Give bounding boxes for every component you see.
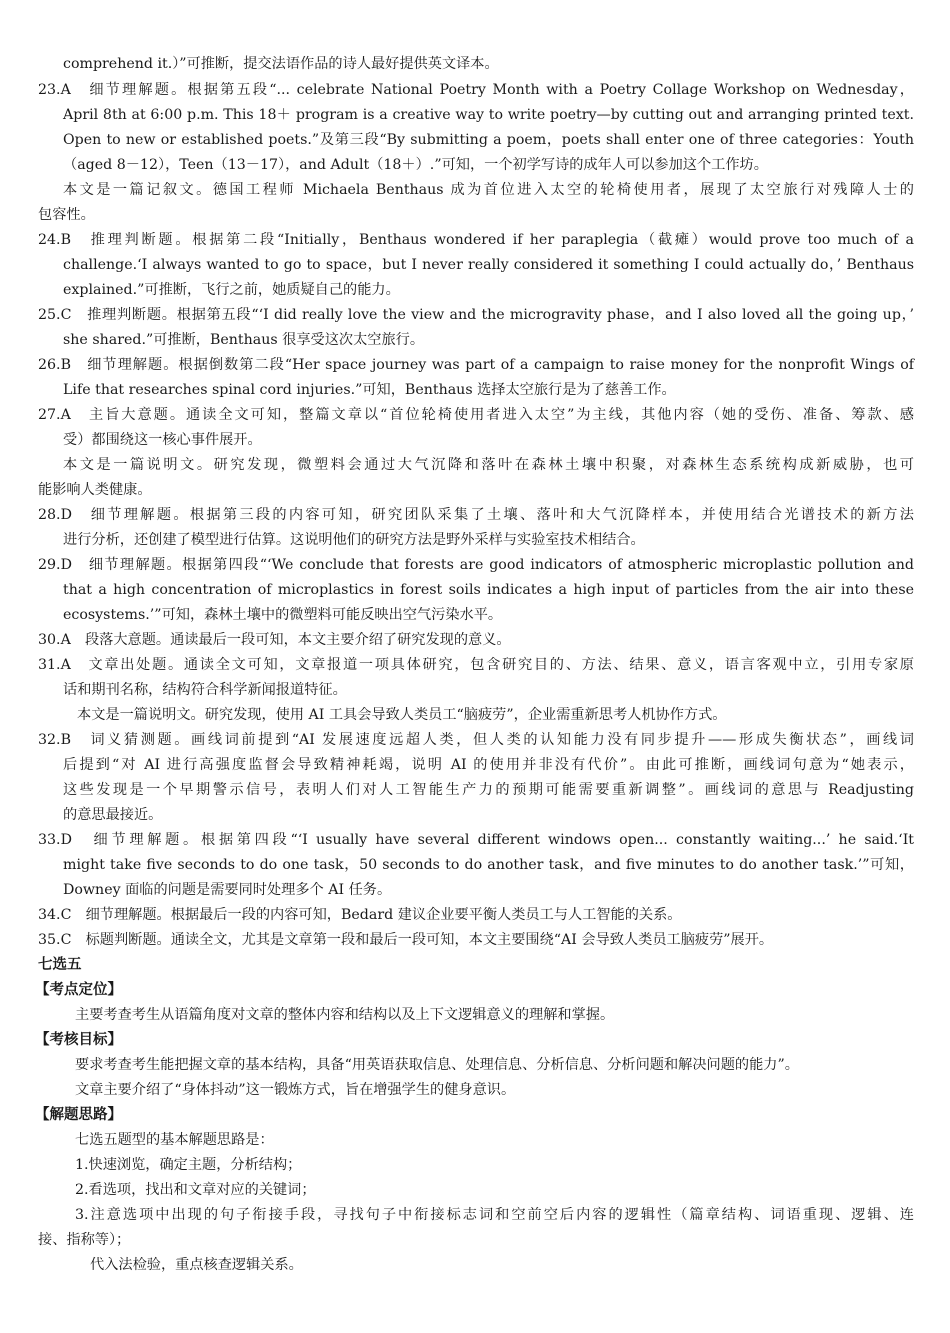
text-line: 进行分析，还创建了模型进行估算。这说明他们的研究方法是野外采样与实验室技术相结合。	[63, 532, 645, 548]
text-line: 33.D 细节理解题。根据第四段“‘I usually have several different windows open... constantly waiting...’ he said.‘It	[38, 832, 914, 848]
text-line: 30.A 段落大意题。通读最后一段可知，本文主要介绍了研究发现的意义。	[38, 632, 511, 648]
text-line: April 8th at 6:00 p.m. This 18＋ program is a creative way to write poetry—by cutting out and arranging printed text.	[63, 107, 914, 123]
section-heading: 七选五	[38, 957, 82, 973]
text-line: 七选五题型的基本解题思路是：	[75, 1132, 274, 1148]
text-line: 32.B 词义猜测题。画线词前提到“AI 发展速度远超人类，但人类的认知能力没有同步提升——形成失衡状态”，画线词	[38, 732, 914, 748]
text-line: 35.C 标题判断题。通读全文，尤其是文章第一段和最后一段可知，本文主要围绕“AI 会导致人类员工脑疲劳”展开。	[38, 932, 774, 948]
text-line: challenge.‘I always wanted to go to space，but I never really considered it something I could actually do，’ Benthaus	[63, 257, 914, 273]
text-line: Life that researches spinal cord injuries.”可知，Benthaus 选择太空旅行是为了慈善工作。	[63, 382, 676, 398]
text-line: she shared.”可推断，Benthaus 很享受这次太空旅行。	[63, 332, 425, 348]
text-line: might take five seconds to do one task，50 seconds to do another task，and five minutes to do another task.’”可知，	[63, 857, 914, 873]
subsection-label: 【考点定位】	[35, 982, 122, 998]
text-line: 23.A 细节理解题。根据第五段“... celebrate National Poetry Month with a Poetry Collage Workshop on Wednesday，	[38, 82, 914, 98]
text-line: 3.注意选项中出现的句子衔接手段，寻找句子中衔接标志词和空前空后内容的逻辑性（篇章结构、词语重现、逻辑、连	[75, 1207, 914, 1223]
text-line: that a high concentration of microplastics in forest soils indicates a high input of particles from the air into these	[63, 582, 914, 598]
text-line: 的意思最接近。	[63, 807, 163, 823]
text-line: 本文是一篇记叙文。德国工程师 Michaela Benthaus 成为首位进入太空的轮椅使用者，展现了太空旅行对残障人士的	[63, 182, 914, 198]
text-line: （aged 8－12），Teen（13－17），and Adult（18＋）.”可知，一个初学写诗的成年人可以参加这个工作坊。	[63, 157, 768, 173]
text-line: Downey 面临的问题是需要同时处理多个 AI 任务。	[63, 882, 392, 898]
text-line: 26.B 细节理解题。根据倒数第二段“Her space journey was part of a campaign to raise money for the nonprofit Wings of	[38, 357, 914, 373]
text-line: 主要考查考生从语篇角度对文章的整体内容和结构以及上下文逻辑意义的理解和掌握。	[75, 1007, 615, 1023]
text-line: 本文是一篇说明文。研究发现，使用 AI 工具会导致人类员工“脑疲劳”，企业需重新思考人机协作方式。	[77, 707, 727, 723]
text-line: 能影响人类健康。	[38, 482, 152, 498]
text-line: 28.D 细节理解题。根据第三段的内容可知，研究团队采集了土壤、落叶和大气沉降样本，并使用结合光谱技术的新方法	[38, 507, 914, 523]
text-line: 代入法检验，重点核查逻辑关系。	[90, 1257, 303, 1273]
text-line: explained.”可推断，飞行之前，她质疑自己的能力。	[63, 282, 400, 298]
text-line: 25.C 推理判断题。根据第五段“‘I did really love the view and the microgravity phase，and I also loved all the going up，’	[38, 307, 914, 323]
text-line: 34.C 细节理解题。根据最后一段的内容可知，Bedard 建议企业要平衡人类员工与人工智能的关系。	[38, 907, 682, 923]
text-line: 要求考查考生能把握文章的基本结构，具备“用英语获取信息、处理信息、分析信息、分析问题和解决问题的能力”。	[75, 1057, 799, 1073]
subsection-label: 【解题思路】	[35, 1107, 122, 1123]
text-line: 后提到“对 AI 进行高强度监督会导致精神耗竭，说明 AI 的使用并非没有代价”。由此可推断，画线词句意为“她表示，	[63, 757, 914, 773]
text-line: 31.A 文章出处题。通读全文可知，文章报道一项具体研究，包含研究目的、方法、结果、意义，语言客观中立，引用专家原	[38, 657, 914, 673]
text-line: 1.快速浏览，确定主题，分析结构；	[75, 1157, 302, 1173]
text-line: comprehend it.）”可推断，提交法语作品的诗人最好提供英文译本。	[63, 56, 499, 72]
text-line: Open to new or established poets.”及第三段“By submitting a poem，poets shall enter one of three categories：Youth	[63, 132, 914, 148]
text-line: 话和期刊名称，结构符合科学新闻报道特征。	[63, 682, 347, 698]
text-line: 文章主要介绍了“身体抖动”这一锻炼方式，旨在增强学生的健身意识。	[75, 1082, 516, 1098]
text-line: 2.看选项，找出和文章对应的关键词；	[75, 1182, 316, 1198]
text-line: 包容性。	[38, 207, 95, 223]
text-line: 这些发现是一个早期警示信号，表明人们对人工智能生产力的预期可能需要重新调整”。画线词的意思与 Readjusting	[63, 782, 914, 798]
subsection-label: 【考核目标】	[35, 1032, 122, 1048]
text-line: ecosystems.’”可知，森林土壤中的微塑料可能反映出空气污染水平。	[63, 607, 503, 623]
text-line: 24.B 推理判断题。根据第二段“Initially，Benthaus wondered if her paraplegia（截瘫）would prove too much of a	[38, 232, 914, 248]
text-line: 接、指称等）；	[38, 1232, 131, 1248]
text-line: 本文是一篇说明文。研究发现，微塑料会通过大气沉降和落叶在森林土壤中积聚，对森林生态系统构成新威胁，也可	[63, 457, 914, 473]
text-line: 29.D 细节理解题。根据第四段“‘We conclude that forests are good indicators of atmospheric microplastic pollution and	[38, 557, 914, 573]
text-line: 受）都围绕这一核心事件展开。	[63, 432, 262, 448]
text-line: 27.A 主旨大意题。通读全文可知，整篇文章以“首位轮椅使用者进入太空”为主线，其他内容（她的受伤、准备、筹款、感	[38, 407, 914, 423]
